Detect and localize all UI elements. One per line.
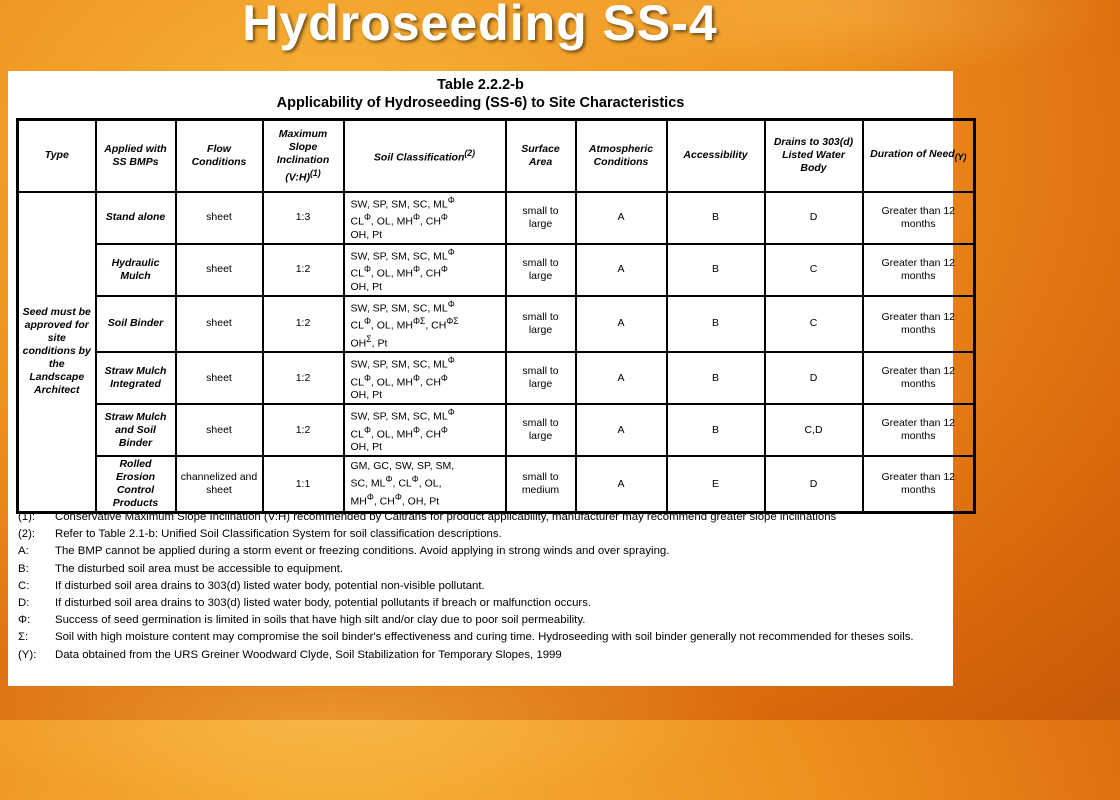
flow-cell: sheet [176,296,263,353]
footnote-text: The BMP cannot be applied during a storm event or freezing conditions. Avoid applying in strong winds and over spraying. [55,545,670,558]
accessibility-cell: B [667,244,765,296]
accessibility-cell: B [667,192,765,244]
area-cell: small to medium [506,456,576,513]
footnote-text: If disturbed soil area drains to 303(d) listed water body, potential pollutants if breach or malfunction occurs. [55,597,592,610]
footnote-key: Σ: [18,631,29,644]
accessibility-cell: B [667,352,765,404]
footnote-key: C: [18,579,30,592]
footnote [18,509,948,526]
atmospheric-cell: A [576,352,667,404]
header-soil-classification: Soil Classification$^{(2)}$ [344,120,506,192]
footnote-text: The disturbed soil area must be accessible to equipment. [55,562,344,575]
duration-cell: Greater than 12 months [863,404,975,456]
area-cell: small to large [506,404,576,456]
table-title: Applicability of Hydroseeding (SS-6) to Site Characteristics [276,95,685,111]
flow-cell: sheet [176,244,263,296]
footnote [18,561,948,578]
atmospheric-cell: A [576,404,667,456]
duration-cell: Greater than 12 months [863,244,975,296]
table-row [18,456,975,513]
atmospheric-cell: A [576,456,667,513]
table-row [18,244,975,296]
flow-cell: sheet [176,404,263,456]
drains-cell: C [765,296,863,353]
duration-cell: Greater than 12 months [863,192,975,244]
soil-cell: SW, SP, SM, SC, $ML^\Phi$ $CL^\Phi$, OL, $MH^\Phi$, $CH^\Phi$ OH, Pt [344,192,506,244]
slope-cell: 1:2 [263,244,344,296]
type-cell: Seed must be approved for site conditions by the Landscape Architect [18,192,96,513]
bmp-cell: Soil Binder [96,296,176,353]
header-duration: Duration of Need$_{(Y)}$ [863,120,975,192]
bmp-cell: Stand alone [96,192,176,244]
duration-cell: Greater than 12 months [863,296,975,353]
footnote [18,526,948,543]
area-cell: small to large [506,192,576,244]
accessibility-cell: B [667,404,765,456]
soil-cell: SW, SP, SM, SC, $ML^\Phi$ $CL^\Phi$, OL, $MH^\Phi$, $CH^\Phi$ OH, Pt [344,404,506,456]
bmp-cell: Hydraulic Mulch [96,244,176,296]
header-type: Type [18,120,96,192]
drains-cell: C,D [765,404,863,456]
table-number: Table 2.2.2-b [437,77,524,93]
header-atmospheric: Atmospheric Conditions [576,120,667,192]
area-cell: small to large [506,296,576,353]
drains-cell: D [765,192,863,244]
header-surface-area: Surface Area [506,120,576,192]
footnote-key: (Y): [18,648,37,661]
footnote-text: Success of seed germination is limited in soils that have high silt and/or clay due to poor soil permeability. [55,614,586,627]
flow-cell: channelized and sheet [176,456,263,513]
footnote-text: Conservative Maximum Slope Inclination (V:H) recommended by Caltrans for product applicability, manufacturer may recommend greater slope inclinations [55,511,837,523]
footnote-key: B: [18,562,29,575]
table-image-panel [8,71,967,686]
soil-cell: SW, SP, SM, SC, $ML^\Phi$ $CL^\Phi$, OL, $MH^\Phi$, $CH^\Phi$ OH, Pt [344,244,506,296]
drains-cell: C [765,244,863,296]
header-drains-303d: Drains to 303(d) Listed Water Body [765,120,863,192]
slope-cell: 1:2 [263,296,344,353]
footnote-key: (2): [18,528,36,541]
footnote-key: Φ: [18,614,31,627]
soil-cell: SW, SP, SM, SC, $ML^\Phi$ $CL^\Phi$, OL, $MH^{\Phi\Sigma}$, $CH^{\Phi\Sigma}$ $OH^\Sigma$, Pt [344,296,506,353]
table-row [18,404,975,456]
area-cell: small to large [506,352,576,404]
atmospheric-cell: A [576,244,667,296]
applicability-table [16,118,976,514]
footnote-key: D: [18,597,30,610]
footnote-text: If disturbed soil area drains to 303(d) listed water body, potential non-visible pollutant. [55,579,485,592]
flow-cell: sheet [176,192,263,244]
footnote-key: A: [18,545,29,558]
atmospheric-cell: A [576,296,667,353]
flow-cell: sheet [176,352,263,404]
duration-cell: Greater than 12 months [863,352,975,404]
bmp-cell: Rolled Erosion Control Products [96,456,176,513]
header-flow-conditions: Flow Conditions [176,120,263,192]
duration-cell: Greater than 12 months [863,456,975,513]
table-row [18,296,975,353]
footnote-text: Data obtained from the URS Greiner Woodward Clyde, Soil Stabilization for Temporary Slopes, 1999 [55,648,562,661]
accessibility-cell: E [667,456,765,513]
footnote [18,543,948,560]
soil-cell: GM, GC, SW, SP, SM, SC, $ML^\Phi$, $CL^\Phi$, OL, $MH^\Phi$, $CH^\Phi$, OH, Pt [344,456,506,513]
area-cell: small to large [506,244,576,296]
drains-cell: D [765,456,863,513]
atmospheric-cell: A [576,192,667,244]
slope-cell: 1:1 [263,456,344,513]
accessibility-cell: B [667,296,765,353]
slide-title: Hydroseeding SS-4 [242,0,718,51]
footnote [18,578,948,595]
table-row [18,352,975,404]
footnote-text: Refer to Table 2.1-b: Unified Soil Classification System for soil classification descriptions. [55,528,502,541]
table-footnotes [18,509,948,664]
header-applied-with: Applied with SS BMPs [96,120,176,192]
header-max-slope: Maximum Slope Inclination (V:H)$^{(1)}$ [263,120,344,192]
footnote [18,595,948,612]
footnote [18,647,948,664]
header-accessibility: Accessibility [667,120,765,192]
footnote [18,629,948,646]
bmp-cell: Straw Mulch and Soil Binder [96,404,176,456]
soil-cell: SW, SP, SM, SC, $ML^\Phi$ $CL^\Phi$, OL, $MH^\Phi$, $CH^\Phi$ OH, Pt [344,352,506,404]
header-row [18,120,975,192]
slope-cell: 1:2 [263,352,344,404]
drains-cell: D [765,352,863,404]
footnote-key: (1): [18,511,36,523]
slope-cell: 1:2 [263,404,344,456]
footnote-text: Soil with high moisture content may compromise the soil binder's effectiveness and curing time. Hydroseeding with soil binder generally not recommended for theses soils. [55,631,914,644]
bmp-cell: Straw Mulch Integrated [96,352,176,404]
slope-cell: 1:3 [263,192,344,244]
footnote [18,612,948,629]
table-row [18,192,975,244]
